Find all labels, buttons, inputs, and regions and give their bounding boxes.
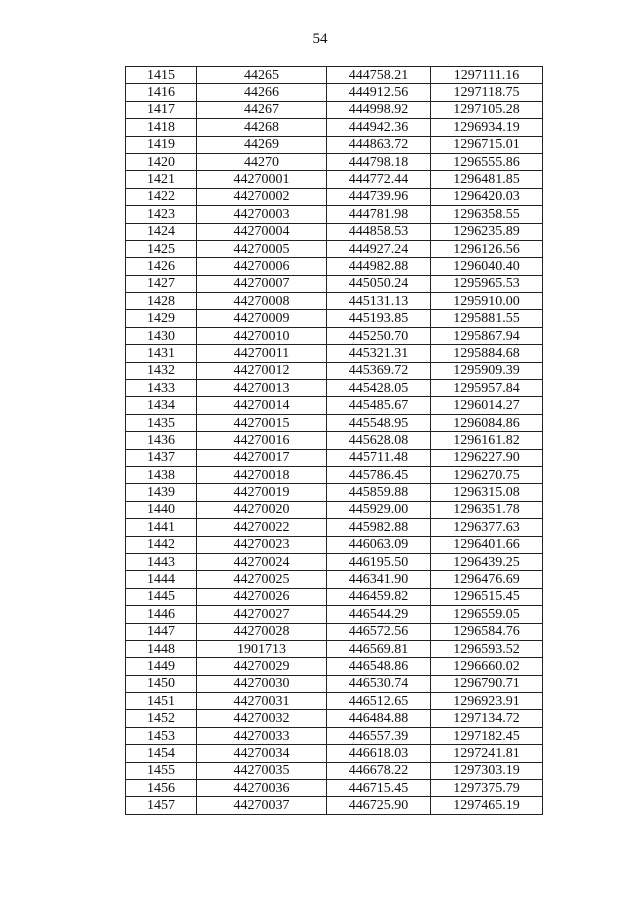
x-coordinate-cell: 445050.24	[327, 275, 431, 292]
x-coordinate-cell: 446715.45	[327, 780, 431, 797]
point-number-cell: 1439	[126, 484, 197, 501]
table-row	[126, 275, 543, 292]
point-number-cell: 1448	[126, 640, 197, 657]
table-row	[126, 136, 543, 153]
coordinates-table	[125, 66, 543, 815]
y-coordinate-cell: 1296420.03	[431, 188, 543, 205]
point-id-cell: 44270002	[197, 188, 327, 205]
x-coordinate-cell: 444858.53	[327, 223, 431, 240]
point-id-cell: 44267	[197, 101, 327, 118]
y-coordinate-cell: 1295909.39	[431, 362, 543, 379]
point-id-cell: 44270022	[197, 519, 327, 536]
point-id-cell: 44270026	[197, 588, 327, 605]
y-coordinate-cell: 1296270.75	[431, 466, 543, 483]
table-row	[126, 693, 543, 710]
x-coordinate-cell: 445321.31	[327, 345, 431, 362]
y-coordinate-cell: 1295957.84	[431, 380, 543, 397]
x-coordinate-cell: 446548.86	[327, 658, 431, 675]
y-coordinate-cell: 1297111.16	[431, 67, 543, 84]
table-row	[126, 206, 543, 223]
y-coordinate-cell: 1296593.52	[431, 640, 543, 657]
point-id-cell: 44270028	[197, 623, 327, 640]
point-number-cell: 1428	[126, 293, 197, 310]
point-number-cell: 1451	[126, 693, 197, 710]
x-coordinate-cell: 445131.13	[327, 293, 431, 310]
y-coordinate-cell: 1295965.53	[431, 275, 543, 292]
x-coordinate-cell: 446530.74	[327, 675, 431, 692]
point-number-cell: 1434	[126, 397, 197, 414]
point-number-cell: 1436	[126, 432, 197, 449]
point-id-cell: 44270017	[197, 449, 327, 466]
point-number-cell: 1454	[126, 745, 197, 762]
point-id-cell: 44270020	[197, 501, 327, 518]
table-row	[126, 710, 543, 727]
point-number-cell: 1426	[126, 258, 197, 275]
point-number-cell: 1443	[126, 553, 197, 570]
x-coordinate-cell: 446341.90	[327, 571, 431, 588]
table-row	[126, 432, 543, 449]
x-coordinate-cell: 446725.90	[327, 797, 431, 814]
table-row	[126, 658, 543, 675]
point-number-cell: 1456	[126, 780, 197, 797]
y-coordinate-cell: 1296439.25	[431, 553, 543, 570]
x-coordinate-cell: 446484.88	[327, 710, 431, 727]
x-coordinate-cell: 445250.70	[327, 327, 431, 344]
point-id-cell: 44270014	[197, 397, 327, 414]
y-coordinate-cell: 1296161.82	[431, 432, 543, 449]
y-coordinate-cell: 1297303.19	[431, 762, 543, 779]
table-row	[126, 240, 543, 257]
point-id-cell: 44270003	[197, 206, 327, 223]
table-row	[126, 571, 543, 588]
point-id-cell: 44270030	[197, 675, 327, 692]
x-coordinate-cell: 445859.88	[327, 484, 431, 501]
table-row	[126, 380, 543, 397]
y-coordinate-cell: 1295910.00	[431, 293, 543, 310]
y-coordinate-cell: 1296401.66	[431, 536, 543, 553]
point-id-cell: 44265	[197, 67, 327, 84]
y-coordinate-cell: 1295867.94	[431, 327, 543, 344]
point-id-cell: 44270027	[197, 606, 327, 623]
point-id-cell: 44270007	[197, 275, 327, 292]
point-number-cell: 1425	[126, 240, 197, 257]
y-coordinate-cell: 1296790.71	[431, 675, 543, 692]
table-body	[126, 67, 543, 815]
point-id-cell: 44270034	[197, 745, 327, 762]
table-row	[126, 414, 543, 431]
table-row	[126, 362, 543, 379]
table-row	[126, 84, 543, 101]
point-number-cell: 1417	[126, 101, 197, 118]
table-row	[126, 327, 543, 344]
table-row	[126, 223, 543, 240]
point-id-cell: 44270010	[197, 327, 327, 344]
point-id-cell: 44270025	[197, 571, 327, 588]
x-coordinate-cell: 445711.48	[327, 449, 431, 466]
point-number-cell: 1450	[126, 675, 197, 692]
point-number-cell: 1438	[126, 466, 197, 483]
y-coordinate-cell: 1296660.02	[431, 658, 543, 675]
point-number-cell: 1419	[126, 136, 197, 153]
page-number: 54	[312, 31, 328, 47]
x-coordinate-cell: 446572.56	[327, 623, 431, 640]
x-coordinate-cell: 444798.18	[327, 153, 431, 170]
point-id-cell: 44270008	[197, 293, 327, 310]
point-id-cell: 44270019	[197, 484, 327, 501]
y-coordinate-cell: 1296559.05	[431, 606, 543, 623]
point-id-cell: 44270018	[197, 466, 327, 483]
x-coordinate-cell: 444942.36	[327, 119, 431, 136]
table-row	[126, 762, 543, 779]
table-row	[126, 519, 543, 536]
point-id-cell: 44270037	[197, 797, 327, 814]
point-number-cell: 1420	[126, 153, 197, 170]
x-coordinate-cell: 445628.08	[327, 432, 431, 449]
y-coordinate-cell: 1297105.28	[431, 101, 543, 118]
x-coordinate-cell: 446512.65	[327, 693, 431, 710]
point-number-cell: 1430	[126, 327, 197, 344]
y-coordinate-cell: 1296235.89	[431, 223, 543, 240]
point-id-cell: 44268	[197, 119, 327, 136]
y-coordinate-cell: 1297465.19	[431, 797, 543, 814]
point-id-cell: 44270	[197, 153, 327, 170]
x-coordinate-cell: 444863.72	[327, 136, 431, 153]
table-row	[126, 153, 543, 170]
table-row	[126, 258, 543, 275]
y-coordinate-cell: 1296555.86	[431, 153, 543, 170]
table-row	[126, 797, 543, 814]
table-row	[126, 536, 543, 553]
table-row	[126, 745, 543, 762]
x-coordinate-cell: 446459.82	[327, 588, 431, 605]
table-row	[126, 501, 543, 518]
point-id-cell: 44270015	[197, 414, 327, 431]
x-coordinate-cell: 446195.50	[327, 553, 431, 570]
point-number-cell: 1455	[126, 762, 197, 779]
point-id-cell: 1901713	[197, 640, 327, 657]
point-number-cell: 1457	[126, 797, 197, 814]
y-coordinate-cell: 1296515.45	[431, 588, 543, 605]
y-coordinate-cell: 1295881.55	[431, 310, 543, 327]
y-coordinate-cell: 1296126.56	[431, 240, 543, 257]
point-id-cell: 44270005	[197, 240, 327, 257]
table-row	[126, 397, 543, 414]
point-id-cell: 44270036	[197, 780, 327, 797]
point-number-cell: 1452	[126, 710, 197, 727]
point-id-cell: 44270011	[197, 345, 327, 362]
table-row	[126, 119, 543, 136]
point-id-cell: 44270009	[197, 310, 327, 327]
y-coordinate-cell: 1296084.86	[431, 414, 543, 431]
table-row	[126, 780, 543, 797]
y-coordinate-cell: 1297182.45	[431, 727, 543, 744]
table-row	[126, 640, 543, 657]
x-coordinate-cell: 446569.81	[327, 640, 431, 657]
point-number-cell: 1415	[126, 67, 197, 84]
table-row	[126, 171, 543, 188]
x-coordinate-cell: 446678.22	[327, 762, 431, 779]
x-coordinate-cell: 445929.00	[327, 501, 431, 518]
x-coordinate-cell: 444927.24	[327, 240, 431, 257]
point-number-cell: 1429	[126, 310, 197, 327]
point-id-cell: 44270035	[197, 762, 327, 779]
point-id-cell: 44270016	[197, 432, 327, 449]
table-row	[126, 466, 543, 483]
x-coordinate-cell: 446063.09	[327, 536, 431, 553]
y-coordinate-cell: 1297375.79	[431, 780, 543, 797]
y-coordinate-cell: 1296351.78	[431, 501, 543, 518]
y-coordinate-cell: 1295884.68	[431, 345, 543, 362]
point-id-cell: 44270023	[197, 536, 327, 553]
point-id-cell: 44270004	[197, 223, 327, 240]
table-row	[126, 67, 543, 84]
x-coordinate-cell: 444772.44	[327, 171, 431, 188]
table-row	[126, 293, 543, 310]
y-coordinate-cell: 1296315.08	[431, 484, 543, 501]
x-coordinate-cell: 444758.21	[327, 67, 431, 84]
point-number-cell: 1416	[126, 84, 197, 101]
y-coordinate-cell: 1296934.19	[431, 119, 543, 136]
x-coordinate-cell: 445193.85	[327, 310, 431, 327]
point-number-cell: 1444	[126, 571, 197, 588]
point-number-cell: 1449	[126, 658, 197, 675]
table-row	[126, 310, 543, 327]
y-coordinate-cell: 1296715.01	[431, 136, 543, 153]
y-coordinate-cell: 1296923.91	[431, 693, 543, 710]
y-coordinate-cell: 1296040.40	[431, 258, 543, 275]
x-coordinate-cell: 445369.72	[327, 362, 431, 379]
point-id-cell: 44270033	[197, 727, 327, 744]
point-number-cell: 1424	[126, 223, 197, 240]
point-id-cell: 44270006	[197, 258, 327, 275]
point-number-cell: 1423	[126, 206, 197, 223]
table-row	[126, 449, 543, 466]
point-number-cell: 1440	[126, 501, 197, 518]
point-number-cell: 1442	[126, 536, 197, 553]
y-coordinate-cell: 1297241.81	[431, 745, 543, 762]
point-number-cell: 1453	[126, 727, 197, 744]
x-coordinate-cell: 446557.39	[327, 727, 431, 744]
point-number-cell: 1433	[126, 380, 197, 397]
y-coordinate-cell: 1296227.90	[431, 449, 543, 466]
point-id-cell: 44270032	[197, 710, 327, 727]
table-row	[126, 588, 543, 605]
y-coordinate-cell: 1296476.69	[431, 571, 543, 588]
point-id-cell: 44269	[197, 136, 327, 153]
x-coordinate-cell: 445428.05	[327, 380, 431, 397]
x-coordinate-cell: 446544.29	[327, 606, 431, 623]
table-row	[126, 101, 543, 118]
table-row	[126, 188, 543, 205]
x-coordinate-cell: 445786.45	[327, 466, 431, 483]
table-row	[126, 553, 543, 570]
point-number-cell: 1432	[126, 362, 197, 379]
x-coordinate-cell: 444912.56	[327, 84, 431, 101]
table-row	[126, 623, 543, 640]
point-number-cell: 1421	[126, 171, 197, 188]
y-coordinate-cell: 1296481.85	[431, 171, 543, 188]
table-row	[126, 606, 543, 623]
x-coordinate-cell: 445548.95	[327, 414, 431, 431]
x-coordinate-cell: 446618.03	[327, 745, 431, 762]
y-coordinate-cell: 1296014.27	[431, 397, 543, 414]
point-number-cell: 1427	[126, 275, 197, 292]
y-coordinate-cell: 1297118.75	[431, 84, 543, 101]
point-number-cell: 1441	[126, 519, 197, 536]
point-number-cell: 1447	[126, 623, 197, 640]
table-row	[126, 345, 543, 362]
table-row	[126, 484, 543, 501]
y-coordinate-cell: 1297134.72	[431, 710, 543, 727]
table-row	[126, 727, 543, 744]
point-id-cell: 44266	[197, 84, 327, 101]
point-id-cell: 44270029	[197, 658, 327, 675]
point-number-cell: 1435	[126, 414, 197, 431]
table-row	[126, 675, 543, 692]
point-number-cell: 1418	[126, 119, 197, 136]
point-number-cell: 1422	[126, 188, 197, 205]
y-coordinate-cell: 1296377.63	[431, 519, 543, 536]
x-coordinate-cell: 444781.98	[327, 206, 431, 223]
y-coordinate-cell: 1296584.76	[431, 623, 543, 640]
x-coordinate-cell: 444982.88	[327, 258, 431, 275]
point-id-cell: 44270031	[197, 693, 327, 710]
y-coordinate-cell: 1296358.55	[431, 206, 543, 223]
point-id-cell: 44270013	[197, 380, 327, 397]
x-coordinate-cell: 445982.88	[327, 519, 431, 536]
point-id-cell: 44270001	[197, 171, 327, 188]
point-id-cell: 44270024	[197, 553, 327, 570]
x-coordinate-cell: 444739.96	[327, 188, 431, 205]
point-number-cell: 1431	[126, 345, 197, 362]
point-number-cell: 1437	[126, 449, 197, 466]
point-number-cell: 1446	[126, 606, 197, 623]
x-coordinate-cell: 444998.92	[327, 101, 431, 118]
point-id-cell: 44270012	[197, 362, 327, 379]
point-number-cell: 1445	[126, 588, 197, 605]
x-coordinate-cell: 445485.67	[327, 397, 431, 414]
